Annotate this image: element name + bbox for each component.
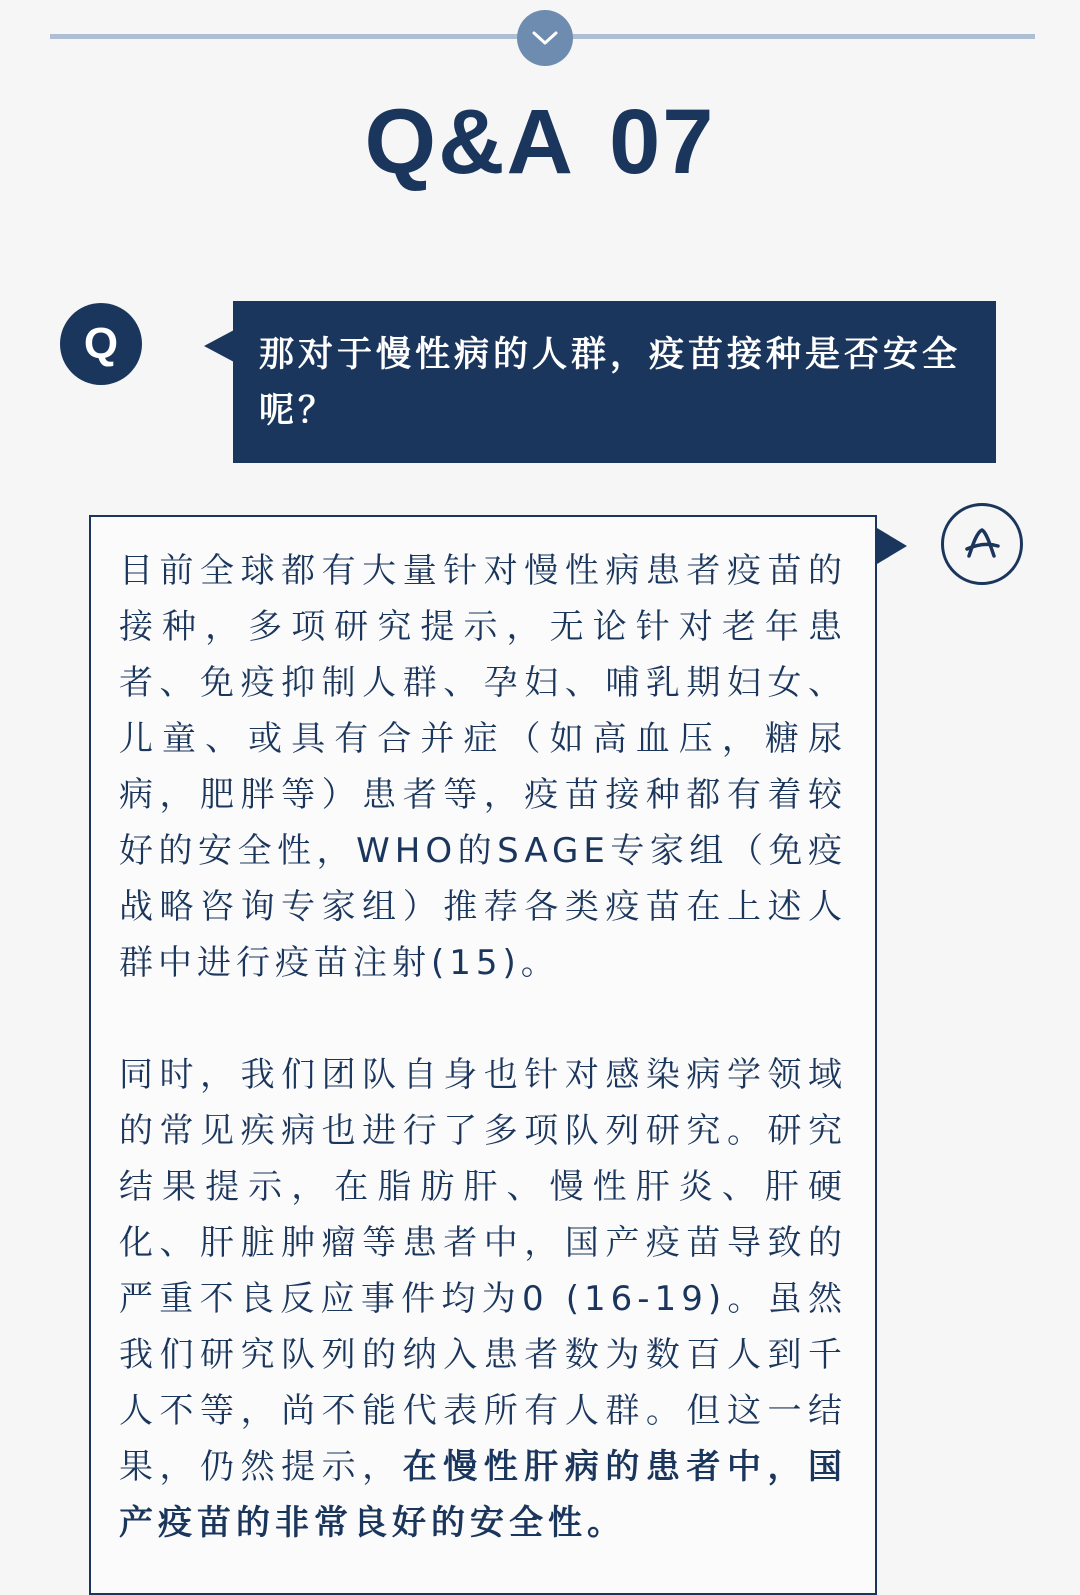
answer-bubble-pointer — [877, 528, 907, 564]
answer-box — [89, 515, 877, 1595]
question-badge-letter: Q — [83, 319, 119, 368]
answer-paragraph-1: 目前全球都有大量针对慢性病患者疫苗的接种，多项研究提示，无论针对老年患者、免疫抑制人群、孕妇、哺乳期妇女、儿童、或具有合并症（如高血压，糖尿病，肥胖等）患者等，疫苗接种都有着较好的安全性，WHO的SAGE专家组（免疫战略咨询专家组）推荐各类疫苗在上述人群中进行疫苗注射(15)。 — [119, 551, 847, 983]
answer-a-icon — [960, 522, 1004, 566]
question-text: 那对于慢性病的人群，疫苗接种是否安全呢？ — [259, 335, 962, 431]
answer-paragraph-2 — [119, 1047, 847, 1551]
question-badge — [60, 303, 142, 385]
question-bubble-pointer — [204, 330, 234, 362]
question-bubble — [233, 301, 996, 463]
answer-paragraph-2-text: 同时，我们团队自身也针对感染病学领域的常见疾病也进行了多项队列研究。研究结果提示，在脂肪肝、慢性肝炎、肝硬化、肝脏肿瘤等患者中，国产疫苗导致的严重不良反应事件均为0 (16-19)。虽然我们研究队列的纳入患者数为数百人到千人不等，尚不能代表所有人群。但这一结果，仍然提示， — [119, 1055, 847, 1487]
page-title: Q&A 07 — [364, 91, 716, 193]
answer-badge — [941, 503, 1023, 585]
answer-paragraph-2-emphasis: 在慢性肝病的患者中，国产疫苗的非常良好的安全性。 — [119, 1447, 848, 1543]
chevron-down-icon[interactable] — [517, 10, 573, 66]
